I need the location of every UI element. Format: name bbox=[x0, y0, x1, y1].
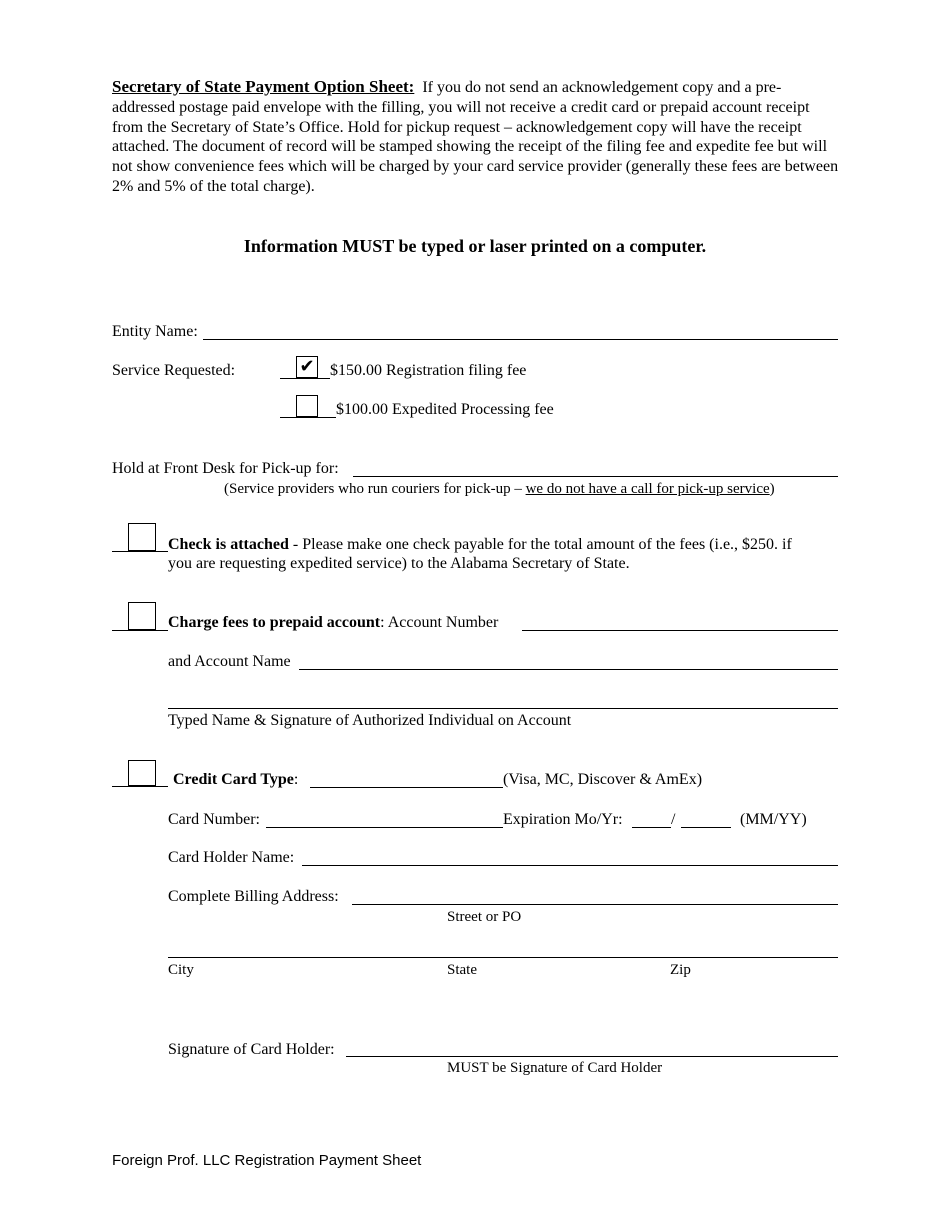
check-attached-line1: Check is attached - Please make one check payable for the total amount of the fees (i.e., $250. if bbox=[168, 536, 792, 553]
expedited-fee-label: $100.00 Expedited Processing fee bbox=[336, 401, 554, 418]
checkmark-icon: ✔ bbox=[299, 356, 315, 377]
intro-heading: Secretary of State Payment Option Sheet: bbox=[112, 77, 415, 96]
credit-card-type-heading: Credit Card Type bbox=[173, 771, 294, 788]
credit-card-type-field[interactable] bbox=[310, 787, 503, 788]
card-holder-signature-label: Signature of Card Holder: bbox=[168, 1041, 335, 1058]
expiration-year-field[interactable] bbox=[681, 827, 731, 828]
card-number-label: Card Number: bbox=[168, 811, 260, 828]
intro-body: If you do not send an acknowledgement copy and a pre-addressed postage paid envelope with the filling, you will not receive a credit card or prepaid account receipt from the Secretary of State’s Office. Hold for pickup request – acknowledgement copy will have the receipt attached. The document of record will be stamped showing the receipt of the filing fee and expedite fee but will not show convenience fees which will be charged by your card service provider (generally these fees are between 2% and 5% of the total charge). bbox=[112, 79, 839, 195]
billing-address-label: Complete Billing Address: bbox=[168, 888, 339, 905]
account-name-label: and Account Name bbox=[168, 653, 291, 670]
expedited-fee-checkbox[interactable] bbox=[296, 395, 318, 417]
check-attached-line2: you are requesting expedited service) to the Alabama Secretary of State. bbox=[168, 555, 630, 572]
authorized-signature-field[interactable] bbox=[168, 708, 838, 709]
no-call-pickup-text: we do not have a call for pick-up service bbox=[525, 481, 770, 497]
authorized-signature-caption: Typed Name & Signature of Authorized Individual on Account bbox=[168, 712, 572, 729]
service-requested-label: Service Requested: bbox=[112, 362, 236, 379]
prepaid-account-label: Charge fees to prepaid account: Account Number bbox=[168, 614, 499, 631]
card-number-field[interactable] bbox=[266, 827, 503, 828]
hold-pickup-field[interactable] bbox=[353, 476, 838, 477]
billing-city-state-zip-field[interactable] bbox=[168, 957, 838, 958]
state-caption: State bbox=[447, 962, 477, 978]
city-caption: City bbox=[168, 962, 194, 978]
hold-pickup-note: (Service providers who run couriers for pick-up – we do not have a call for pick-up service) bbox=[224, 481, 775, 497]
expiration-separator: / bbox=[671, 811, 676, 828]
card-holder-signature-field[interactable] bbox=[346, 1056, 838, 1057]
account-number-field[interactable] bbox=[522, 630, 838, 631]
billing-street-field[interactable] bbox=[352, 904, 838, 905]
prepaid-heading: Charge fees to prepaid account bbox=[168, 614, 381, 631]
credit-card-type-note: (Visa, MC, Discover & AmEx) bbox=[503, 771, 703, 788]
check-attached-checkbox[interactable] bbox=[128, 523, 156, 551]
registration-fee-checkbox[interactable] bbox=[296, 356, 318, 378]
hold-pickup-label: Hold at Front Desk for Pick-up for: bbox=[112, 460, 339, 477]
expiration-label: Expiration Mo/Yr: bbox=[503, 811, 623, 828]
registration-fee-label: $150.00 Registration filing fee bbox=[330, 362, 527, 379]
expiration-format: (MM/YY) bbox=[740, 811, 807, 828]
account-name-field[interactable] bbox=[299, 669, 838, 670]
credit-card-blank bbox=[112, 786, 168, 787]
card-holder-signature-caption: MUST be Signature of Card Holder bbox=[447, 1060, 663, 1076]
expiration-month-field[interactable] bbox=[632, 827, 671, 828]
check-attached-blank bbox=[112, 551, 168, 552]
zip-caption: Zip bbox=[670, 962, 691, 978]
expedited-fee-blank bbox=[280, 417, 336, 418]
street-caption: Street or PO bbox=[447, 909, 522, 925]
prepaid-account-checkbox[interactable] bbox=[128, 602, 156, 630]
credit-card-type-label: Credit Card Type: bbox=[173, 771, 299, 788]
intro-paragraph bbox=[112, 77, 840, 197]
entity-name-field[interactable] bbox=[203, 339, 838, 340]
card-holder-name-field[interactable] bbox=[302, 865, 838, 866]
check-attached-heading: Check is attached bbox=[168, 536, 289, 553]
prepaid-blank bbox=[112, 630, 168, 631]
typed-notice: Information MUST be typed or laser printed on a computer. bbox=[243, 236, 707, 256]
card-holder-name-label: Card Holder Name: bbox=[168, 849, 295, 866]
entity-name-label: Entity Name: bbox=[112, 323, 198, 340]
registration-fee-blank bbox=[280, 378, 330, 379]
credit-card-checkbox[interactable] bbox=[128, 760, 156, 786]
page-footer: Foreign Prof. LLC Registration Payment Sheet bbox=[112, 1152, 422, 1169]
